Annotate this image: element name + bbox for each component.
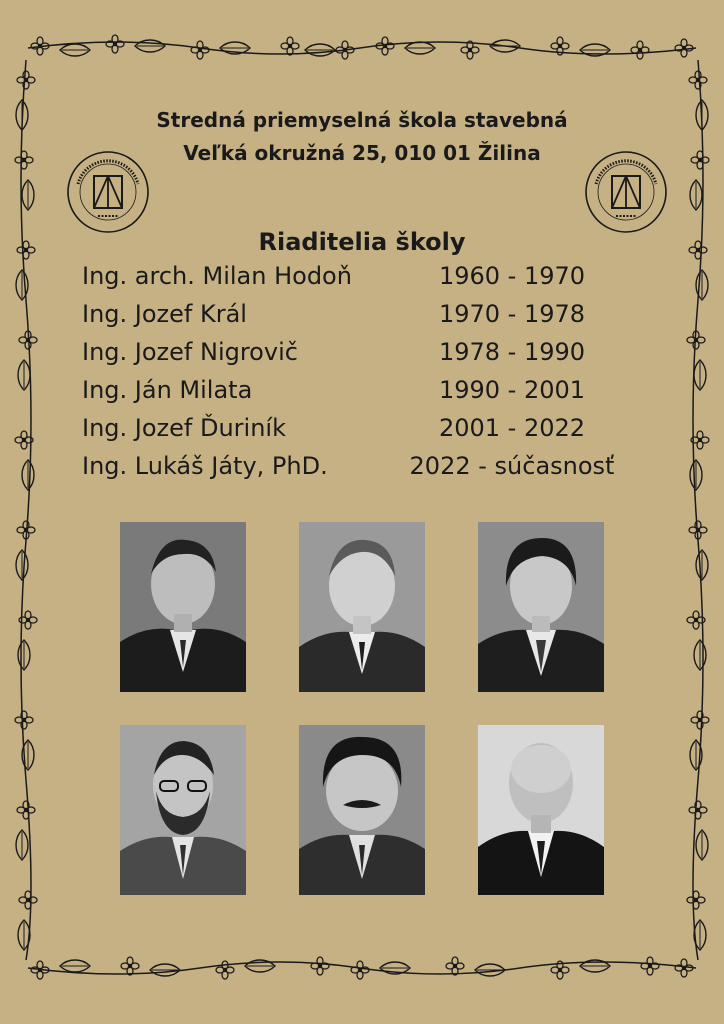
director-portrait-photo xyxy=(299,522,425,692)
director-portrait-photo xyxy=(120,725,246,895)
section-title: Riaditelia školy xyxy=(258,228,466,256)
director-row xyxy=(0,376,724,414)
director-row xyxy=(0,414,724,452)
director-row xyxy=(0,452,724,490)
director-years: 1970 - 1978 xyxy=(438,300,586,328)
director-row xyxy=(0,338,724,376)
director-row xyxy=(0,262,724,300)
director-years: 2022 - súčasnosť xyxy=(409,452,615,480)
director-portrait-photo xyxy=(478,725,604,895)
director-portrait-photo xyxy=(478,522,604,692)
director-name: Ing. Lukáš Játy, PhD. xyxy=(82,452,328,480)
director-years: 1978 - 1990 xyxy=(438,338,586,366)
director-portrait-photo xyxy=(120,522,246,692)
school-seal-right-icon xyxy=(584,150,668,234)
school-seal-left-icon xyxy=(66,150,150,234)
director-portrait-photo xyxy=(299,725,425,895)
school-name: Stredná priemyselná škola stavebná xyxy=(156,108,568,132)
director-name: Ing. arch. Milan Hodoň xyxy=(82,262,352,290)
director-years: 1960 - 1970 xyxy=(438,262,586,290)
director-name: Ing. Jozef Ďuriník xyxy=(82,414,286,442)
school-address: Veľká okružná 25, 010 01 Žilina xyxy=(183,141,541,165)
director-years: 2001 - 2022 xyxy=(438,414,586,442)
director-row xyxy=(0,300,724,338)
director-name: Ing. Ján Milata xyxy=(82,376,253,404)
director-name: Ing. Jozef Král xyxy=(82,300,247,328)
director-name: Ing. Jozef Nigrovič xyxy=(82,338,298,366)
director-years: 1990 - 2001 xyxy=(438,376,586,404)
